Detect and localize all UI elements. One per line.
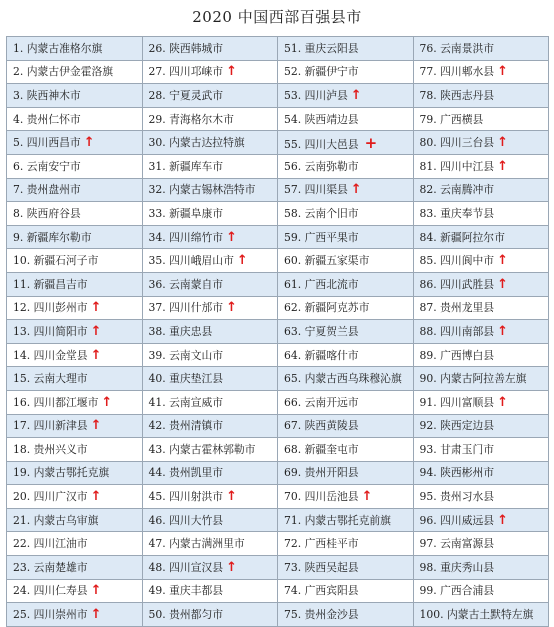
table-cell	[278, 485, 414, 509]
table-cell	[278, 178, 414, 202]
up-arrow-icon: ↑	[236, 253, 248, 269]
table-row	[7, 390, 549, 414]
up-arrow-icon: ↑	[226, 300, 237, 316]
up-arrow-icon: ↑	[497, 253, 508, 269]
table-row	[7, 37, 549, 61]
county-entry: 81. 四川中江县	[419, 159, 495, 173]
up-arrow-icon: ↑	[350, 87, 362, 103]
table-cell	[278, 225, 414, 249]
table-row	[7, 320, 549, 344]
county-entry: 83. 重庆奉节县	[419, 206, 495, 220]
table-cell	[278, 343, 414, 367]
table-cell	[142, 272, 278, 296]
county-entry: 4. 贵州仁怀市	[13, 112, 81, 126]
county-entry: 2. 内蒙古伊金霍洛旗	[13, 65, 114, 79]
county-entry: 61. 广西北流市	[284, 277, 359, 291]
county-entry: 21. 内蒙古乌审旗	[13, 513, 99, 527]
county-entry: 100. 内蒙古土默特左旗	[419, 608, 534, 622]
county-entry: 26. 陕西韩城市	[148, 41, 224, 55]
table-cell	[142, 131, 278, 155]
table-cell	[142, 60, 278, 84]
table-cell	[278, 414, 414, 438]
county-entry: 99. 广西合浦县	[419, 584, 495, 598]
county-entry: 87. 贵州龙里县	[419, 301, 495, 315]
county-entry: 32. 内蒙古锡林浩特市	[148, 183, 256, 197]
table-cell	[413, 249, 549, 273]
county-entry: 80. 四川三台县	[419, 136, 495, 150]
table-cell	[413, 485, 549, 509]
table-cell	[7, 367, 143, 391]
county-entry: 70. 四川岳池县	[284, 490, 359, 504]
table-cell	[7, 272, 143, 296]
county-entry: 69. 贵州开阳县	[284, 466, 359, 480]
table-row	[7, 296, 549, 320]
table-cell	[413, 84, 549, 108]
county-entry: 76. 云南景洪市	[419, 41, 495, 55]
table-row	[7, 532, 549, 556]
table-cell	[7, 603, 143, 627]
up-arrow-icon: ↑	[497, 276, 508, 292]
county-entry: 46. 四川大竹县	[148, 513, 224, 527]
table-cell	[7, 84, 143, 108]
county-entry: 89. 广西博白县	[419, 348, 495, 362]
table-cell	[413, 508, 549, 532]
county-entry: 9. 新疆库尔勒市	[13, 230, 92, 244]
county-entry: 42. 贵州清镇市	[148, 419, 224, 433]
county-entry: 94. 陕西彬州市	[419, 466, 495, 480]
table-cell	[278, 532, 414, 556]
table-cell	[413, 320, 549, 344]
table-cell	[278, 438, 414, 462]
table-row	[7, 603, 549, 627]
table-row	[7, 84, 549, 108]
table-cell	[7, 202, 143, 226]
table-cell	[7, 320, 143, 344]
table-cell	[413, 367, 549, 391]
county-entry: 49. 重庆丰都县	[148, 584, 224, 598]
county-entry: 97. 云南富源县	[419, 537, 495, 551]
up-arrow-icon: ↑	[101, 394, 113, 410]
table-cell	[142, 485, 278, 509]
county-entry: 18. 贵州兴义市	[13, 442, 88, 456]
table-title: 2020 中国西部百强县市	[192, 8, 362, 26]
county-entry: 73. 陕西吴起县	[284, 560, 359, 574]
county-entry: 13. 四川简阳市	[13, 324, 88, 338]
table-cell	[142, 249, 278, 273]
county-entry: 5. 四川西昌市	[13, 136, 81, 150]
county-entry: 33. 新疆阜康市	[148, 206, 224, 220]
table-row	[7, 178, 549, 202]
county-entry: 50. 贵州都匀市	[148, 608, 224, 622]
county-entry: 88. 四川南部县	[419, 324, 495, 338]
table-cell	[413, 343, 549, 367]
county-entry: 23. 云南楚雄市	[13, 560, 88, 574]
county-entry: 45. 四川射洪市	[148, 490, 224, 504]
table-cell	[7, 225, 143, 249]
table-cell	[278, 320, 414, 344]
table-cell	[7, 37, 143, 61]
up-arrow-icon: ↑	[90, 489, 102, 505]
table-cell	[142, 508, 278, 532]
up-arrow-icon: ↑	[497, 394, 508, 410]
table-cell	[142, 603, 278, 627]
county-entry: 85. 四川阆中市	[419, 254, 495, 268]
county-entry: 11. 新疆昌吉市	[13, 277, 88, 291]
county-entry: 90. 内蒙古阿拉善左旗	[419, 372, 527, 386]
table-cell	[278, 249, 414, 273]
table-cell	[142, 107, 278, 131]
table-row	[7, 461, 549, 485]
county-entry: 86. 四川武胜县	[419, 277, 495, 291]
up-arrow-icon: ↑	[350, 182, 362, 198]
table-cell	[278, 272, 414, 296]
county-entry: 16. 四川都江堰市	[13, 395, 99, 409]
county-entry: 14. 四川金堂县	[13, 348, 88, 362]
county-entry: 12. 四川彭州市	[13, 301, 88, 315]
table-cell	[413, 178, 549, 202]
county-entry: 82. 云南腾冲市	[419, 183, 495, 197]
county-entry: 41. 云南宣威市	[148, 395, 224, 409]
up-arrow-icon: ↑	[90, 300, 102, 316]
county-entry: 64. 新疆喀什市	[284, 348, 359, 362]
table-cell	[142, 202, 278, 226]
table-cell	[142, 343, 278, 367]
table-cell	[142, 414, 278, 438]
table-row	[7, 60, 549, 84]
up-arrow-icon: ↑	[90, 347, 102, 363]
table-cell	[413, 532, 549, 556]
up-arrow-icon: ↑	[90, 418, 102, 434]
table-cell	[142, 37, 278, 61]
table-cell	[7, 154, 143, 178]
table-row	[7, 107, 549, 131]
county-entry: 48. 四川宣汉县	[148, 560, 224, 574]
table-cell	[142, 438, 278, 462]
table-cell	[7, 390, 143, 414]
county-entry: 10. 新疆石河子市	[13, 254, 99, 268]
table-row	[7, 272, 549, 296]
table-cell	[278, 60, 414, 84]
table-cell	[7, 296, 143, 320]
table-cell	[413, 461, 549, 485]
county-entry: 35. 四川峨眉山市	[148, 254, 234, 268]
county-entry: 84. 新疆阿拉尔市	[419, 230, 505, 244]
table-cell	[278, 367, 414, 391]
table-cell	[413, 390, 549, 414]
table-cell	[278, 107, 414, 131]
county-entry: 79. 广西横县	[419, 112, 484, 126]
table-cell	[413, 60, 549, 84]
county-entry: 62. 新疆阿克苏市	[284, 301, 370, 315]
table-cell	[7, 178, 143, 202]
county-entry: 15. 云南大理市	[13, 372, 88, 386]
county-entry: 7. 贵州盘州市	[13, 183, 81, 197]
up-arrow-icon: ↑	[226, 229, 237, 245]
up-arrow-icon: ↑	[497, 64, 508, 80]
county-entry: 74. 广西宾阳县	[284, 584, 359, 598]
cross-marker-icon: +	[364, 133, 378, 152]
county-entry: 78. 陕西志丹县	[419, 88, 495, 102]
table-cell	[278, 603, 414, 627]
county-entry: 68. 新疆奎屯市	[284, 442, 359, 456]
county-entry: 57. 四川渠县	[284, 183, 348, 197]
county-entry: 63. 宁夏贺兰县	[284, 324, 359, 338]
table-cell	[7, 131, 143, 155]
county-entry: 30. 内蒙古达拉特旗	[148, 136, 245, 150]
county-entry: 93. 甘肃玉门市	[419, 442, 495, 456]
table-cell	[278, 508, 414, 532]
table-cell	[7, 107, 143, 131]
table-cell	[7, 249, 143, 273]
county-entry: 55. 四川大邑县	[284, 137, 359, 151]
county-entry: 34. 四川绵竹市	[148, 230, 224, 244]
table-cell	[142, 225, 278, 249]
up-arrow-icon: ↑	[497, 135, 508, 151]
county-entry: 58. 云南个旧市	[284, 206, 359, 220]
up-arrow-icon: ↑	[90, 583, 102, 599]
table-cell	[7, 508, 143, 532]
table-cell	[7, 532, 143, 556]
county-entry: 39. 云南文山市	[148, 348, 224, 362]
table-cell	[413, 603, 549, 627]
county-entry: 91. 四川富顺县	[419, 395, 495, 409]
up-arrow-icon: ↑	[361, 489, 373, 505]
county-entry: 65. 内蒙古西乌珠穆沁旗	[284, 372, 402, 386]
table-cell	[413, 414, 549, 438]
table-row	[7, 508, 549, 532]
table-cell	[413, 37, 549, 61]
county-entry: 43. 内蒙古霍林郭勒市	[148, 442, 256, 456]
table-cell	[413, 272, 549, 296]
table-cell	[278, 37, 414, 61]
table-row	[7, 202, 549, 226]
up-arrow-icon: ↑	[226, 489, 237, 505]
table-cell	[413, 438, 549, 462]
up-arrow-icon: ↑	[497, 512, 508, 528]
table-cell	[142, 532, 278, 556]
table-cell	[278, 84, 414, 108]
county-entry: 17. 四川新津县	[13, 419, 88, 433]
county-entry: 77. 四川郫水县	[419, 65, 495, 79]
table-cell	[278, 296, 414, 320]
table-cell	[413, 296, 549, 320]
table-cell	[142, 367, 278, 391]
county-entry: 3. 陕西神木市	[13, 88, 81, 102]
up-arrow-icon: ↑	[226, 64, 237, 80]
table-cell	[413, 154, 549, 178]
table-row	[7, 154, 549, 178]
county-entry: 66. 云南开远市	[284, 395, 359, 409]
county-entry: 19. 内蒙古鄂托克旗	[13, 466, 110, 480]
county-entry: 29. 青海格尔木市	[148, 112, 234, 126]
county-entry: 31. 新疆库车市	[148, 159, 224, 173]
table-cell	[7, 60, 143, 84]
county-entry: 60. 新疆五家渠市	[284, 254, 370, 268]
county-entry: 51. 重庆云阳县	[284, 41, 359, 55]
up-arrow-icon: ↑	[83, 135, 95, 151]
table-row	[7, 343, 549, 367]
table-cell	[142, 296, 278, 320]
county-entry: 6. 云南安宁市	[13, 159, 81, 173]
table-cell	[7, 485, 143, 509]
table-cell	[7, 461, 143, 485]
county-entry: 44. 贵州凯里市	[148, 466, 224, 480]
county-entry: 75. 贵州金沙县	[284, 608, 359, 622]
table-row	[7, 579, 549, 603]
county-entry: 36. 云南蒙自市	[148, 277, 224, 291]
county-entry: 59. 广西平果市	[284, 230, 359, 244]
table-cell	[413, 579, 549, 603]
county-ranking-table	[6, 36, 549, 627]
county-entry: 95. 贵州习水县	[419, 490, 495, 504]
county-entry: 67. 陕西黄陵县	[284, 419, 359, 433]
county-entry: 96. 四川威远县	[419, 513, 495, 527]
table-row	[7, 131, 549, 155]
county-entry: 25. 四川崇州市	[13, 608, 88, 622]
table-cell	[278, 390, 414, 414]
table-cell	[142, 579, 278, 603]
county-entry: 22. 四川江油市	[13, 537, 88, 551]
county-entry: 47. 内蒙古满洲里市	[148, 537, 245, 551]
county-entry: 37. 四川什邡市	[148, 301, 224, 315]
county-entry: 92. 陕西定边县	[419, 419, 495, 433]
table-cell	[7, 438, 143, 462]
table-cell	[413, 131, 549, 155]
county-entry: 98. 重庆秀山县	[419, 560, 495, 574]
table-cell	[142, 390, 278, 414]
up-arrow-icon: ↑	[90, 607, 102, 623]
table-cell	[142, 154, 278, 178]
table-cell	[142, 84, 278, 108]
county-entry: 56. 云南弥勒市	[284, 159, 359, 173]
table-cell	[142, 461, 278, 485]
table-cell	[413, 202, 549, 226]
table-row	[7, 225, 549, 249]
county-entry: 8. 陕西府谷县	[13, 206, 81, 220]
table-row	[7, 438, 549, 462]
up-arrow-icon: ↑	[497, 323, 508, 339]
county-entry: 27. 四川邛崃市	[148, 65, 224, 79]
county-entry: 38. 重庆忠县	[148, 324, 213, 338]
county-entry: 52. 新疆伊宁市	[284, 65, 359, 79]
county-entry: 1. 内蒙古准格尔旗	[13, 41, 103, 55]
table-cell	[7, 414, 143, 438]
county-entry: 20. 四川广汉市	[13, 490, 88, 504]
table-cell	[278, 202, 414, 226]
table-cell	[278, 131, 414, 155]
table-row	[7, 485, 549, 509]
county-entry: 40. 重庆垫江县	[148, 372, 224, 386]
county-entry: 53. 四川泸县	[284, 88, 348, 102]
table-cell	[7, 343, 143, 367]
table-cell	[278, 579, 414, 603]
table-cell	[278, 154, 414, 178]
table-row	[7, 414, 549, 438]
table-cell	[7, 579, 143, 603]
table-row	[7, 249, 549, 273]
up-arrow-icon: ↑	[90, 323, 102, 339]
table-cell	[413, 107, 549, 131]
table-cell	[142, 320, 278, 344]
table-cell	[413, 225, 549, 249]
county-entry: 72. 广西桂平市	[284, 537, 359, 551]
up-arrow-icon: ↑	[226, 559, 237, 575]
county-entry: 71. 内蒙古鄂托克前旗	[284, 513, 391, 527]
county-entry: 54. 陕西靖边县	[284, 112, 359, 126]
up-arrow-icon: ↑	[497, 158, 508, 174]
table-row	[7, 367, 549, 391]
county-entry: 28. 宁夏灵武市	[148, 88, 224, 102]
table-cell	[142, 178, 278, 202]
county-entry: 24. 四川仁寿县	[13, 584, 88, 598]
table-cell	[278, 461, 414, 485]
